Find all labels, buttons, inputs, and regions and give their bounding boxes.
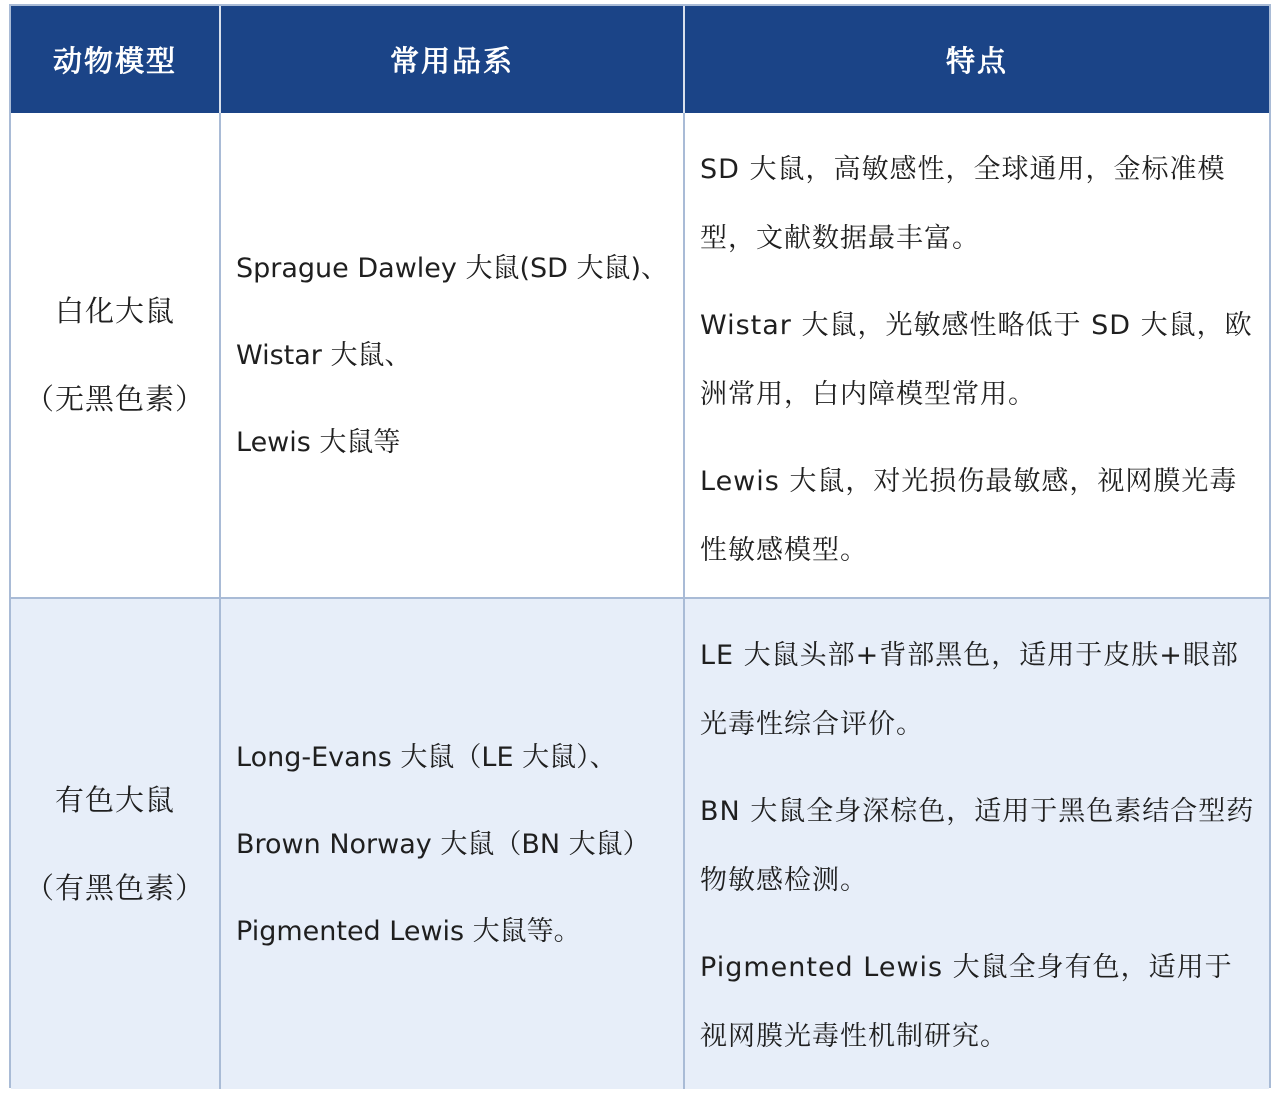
header-features: 特点 [685,6,1269,113]
model-note: （有黑色素） [24,871,205,905]
feature-paragraph: SD 大鼠，高敏感性，全球通用，金标准模型，文献数据最丰富。 [700,154,1226,254]
strain-item: Wistar 大鼠、 [236,339,412,371]
strain-item: Lewis 大鼠等 [236,426,401,458]
features-cell-albino [685,113,1269,599]
model-note: （无黑色素） [24,382,205,416]
feature-paragraph: Pigmented Lewis 大鼠全身有色，适用于视网膜光毒性机制研究。 [700,952,1233,1052]
features-cell-pigmented [685,599,1269,1089]
model-name: 有色大鼠 [54,783,175,817]
model-cell-albino [11,113,221,599]
strains-cell-pigmented [221,599,685,1089]
feature-paragraph: Lewis 大鼠，对光损伤最敏感，视网膜光毒性敏感模型。 [700,466,1238,566]
feature-paragraph: LE 大鼠头部+背部黑色，适用于皮肤+眼部光毒性综合评价。 [700,640,1239,740]
strain-item: Sprague Dawley 大鼠(SD 大鼠)、 [236,252,669,284]
model-name: 白化大鼠 [54,294,175,328]
feature-paragraph: BN 大鼠全身深棕色，适用于黑色素结合型药物敏感检测。 [700,796,1255,896]
header-common-strains: 常用品系 [221,6,685,113]
strain-item: Pigmented Lewis 大鼠等。 [236,915,581,947]
feature-paragraph: Wistar 大鼠，光敏感性略低于 SD 大鼠，欧洲常用，白内障模型常用。 [700,310,1253,410]
strains-cell-albino [221,113,685,599]
model-cell-pigmented [11,599,221,1089]
strain-item: Brown Norway 大鼠（BN 大鼠） [236,828,650,860]
strain-item: Long-Evans 大鼠（LE 大鼠）、 [236,741,617,773]
comparison-table [9,4,1271,1088]
header-animal-model: 动物模型 [11,6,221,113]
